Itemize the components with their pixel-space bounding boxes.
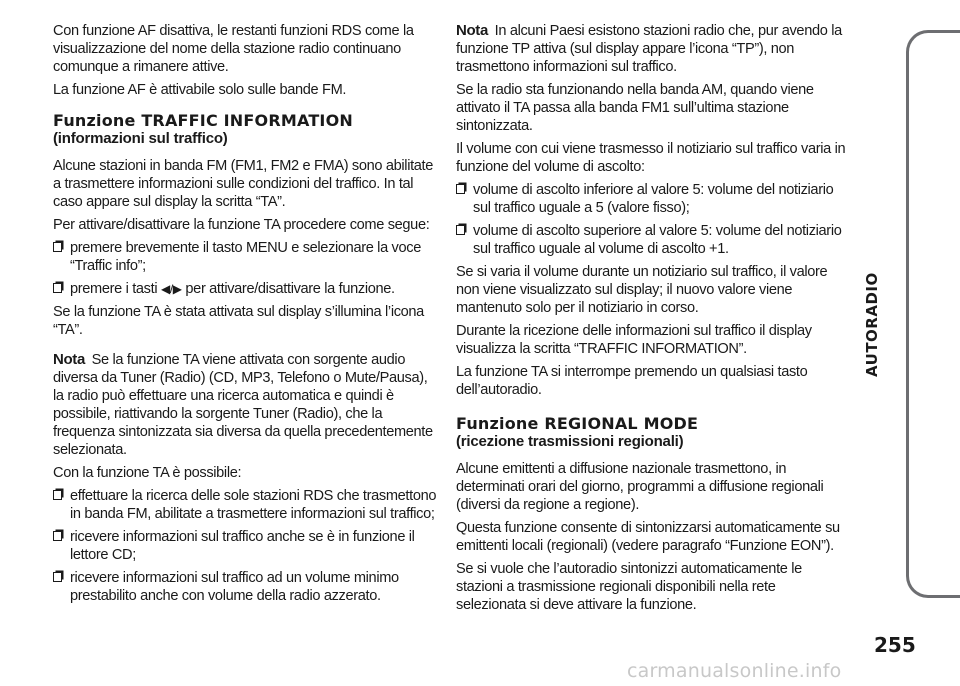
note-text: Se la funzione TA viene attivata con sorgente audio diversa da Tuner (Radio) (CD, MP3, Telefono o Mute/Pausa), la radio può effettuare una ricerca automatica e quindi è possibile, riattivando la sorgente Tuner (Radio), che la frequenza sintonizzata sia diversa da quella precedentemente selezionata. — [53, 352, 433, 458]
paragraph: Questa funzione consente di sintonizzarsi automaticamente su emittenti locali (regionali) (vedere paragrafo “Funzione EON”). — [456, 520, 840, 554]
section-heading-regional — [456, 415, 848, 451]
paragraph: Il volume con cui viene trasmesso il notiziario sul traffico varia in funzione del volume di ascolto: — [456, 141, 846, 175]
note — [53, 351, 441, 459]
list-item — [53, 569, 441, 605]
list-item-text: per attivare/disattivare la funzione. — [185, 281, 395, 297]
list-item-text: ricevere informazioni sul traffico anche se è in funzione il lettore CD; — [70, 529, 415, 563]
paragraph: Se si varia il volume durante un notiziario sul traffico, il valore non viene visualizzato sul display; il nuovo valore viene mantenuto solo per il notiziario in corso. — [456, 264, 828, 316]
checkbox-bullet-icon — [53, 490, 62, 500]
right-column — [456, 22, 848, 619]
paragraph: Se si vuole che l’autoradio sintonizzi automaticamente le stazioni a trasmissione regionali disponibili nella rete selezionata si deve attivare la funzione. — [456, 561, 802, 613]
note-text: In alcuni Paesi esistono stazioni radio che, pur avendo la funzione TP attiva (sul display appare l’icona “TP”), non trasmettono informazioni sul traffico. — [456, 23, 842, 75]
note-label: Nota — [53, 351, 85, 368]
paragraph: La funzione TA si interrompe premendo un qualsiasi tasto dell’autoradio. — [456, 364, 808, 398]
list-item — [53, 280, 441, 298]
list-item — [53, 239, 441, 275]
list-item-text: premere brevemente il tasto MENU e selezionare la voce “Traffic info”; — [70, 240, 421, 274]
checkbox-bullet-icon — [53, 283, 62, 293]
list-item — [53, 528, 441, 564]
paragraph: Con la funzione TA è possibile: — [53, 465, 242, 481]
paragraph: Alcune stazioni in banda FM (FM1, FM2 e FMA) sono abilitate a trasmettere informazioni sulle condizioni del traffico. In tal caso appare sul display la scritta “TA”. — [53, 158, 434, 210]
page-number: 255 — [874, 633, 916, 657]
arrow-keys-icon: ◀/▶ — [160, 282, 182, 296]
heading-sub: (informazioni sul traffico) — [53, 130, 228, 147]
list-item-text: premere i tasti — [70, 281, 158, 297]
list-item-text: volume di ascolto superiore al valore 5: volume del notiziario sul traffico uguale al volume di ascolto +1. — [473, 223, 842, 257]
list-item-text: volume di ascolto inferiore al valore 5: volume del notiziario sul traffico uguale a 5 (valore fisso); — [473, 182, 834, 216]
paragraph: Per attivare/disattivare la funzione TA procedere come segue: — [53, 217, 430, 233]
left-column — [53, 22, 441, 610]
paragraph: Se la funzione TA è stata attivata sul display s’illumina l’icona “TA”. — [53, 304, 424, 338]
paragraph: Durante la ricezione delle informazioni sul traffico il display visualizza la scritta “TRAFFIC INFORMATION”. — [456, 323, 812, 357]
list-item-text: effettuare la ricerca delle sole stazioni RDS che trasmettono in banda FM, abilitate a trasmettere informazioni sul traffico; — [70, 488, 437, 522]
section-label: AUTORADIO — [863, 272, 881, 377]
heading-sub: (ricezione trasmissioni regionali) — [456, 433, 684, 450]
watermark: carmanualsonline.info — [627, 660, 842, 682]
list-item-text: ricevere informazioni sul traffico ad un volume minimo prestabilito anche con volume della radio azzerato. — [70, 570, 399, 604]
paragraph: Alcune emittenti a diffusione nazionale trasmettono, in determinati orari del giorno, programmi a diffusione regionali (diversi da regione a regione). — [456, 461, 824, 513]
checkbox-bullet-icon — [53, 531, 62, 541]
list-item — [53, 487, 441, 523]
note-label: Nota — [456, 22, 488, 39]
checkbox-bullet-icon — [53, 242, 62, 252]
heading-main: Funzione REGIONAL MODE — [456, 414, 699, 433]
heading-main: Funzione TRAFFIC INFORMATION — [53, 111, 353, 130]
section-side-tab — [906, 30, 960, 598]
paragraph: Se la radio sta funzionando nella banda AM, quando viene attivato il TA passa alla banda FM1 sull’ultima stazione sintonizzata. — [456, 82, 814, 134]
list-item — [456, 181, 848, 217]
list-item — [456, 222, 848, 258]
checkbox-bullet-icon — [456, 225, 465, 235]
checkbox-bullet-icon — [456, 184, 465, 194]
paragraph: La funzione AF è attivabile solo sulle bande FM. — [53, 82, 347, 98]
paragraph: Con funzione AF disattiva, le restanti funzioni RDS come la visualizzazione del nome della stazione radio continuano comunque a rimanere attive. — [53, 23, 414, 75]
checkbox-bullet-icon — [53, 572, 62, 582]
section-heading-traffic — [53, 112, 441, 148]
note — [456, 22, 848, 76]
